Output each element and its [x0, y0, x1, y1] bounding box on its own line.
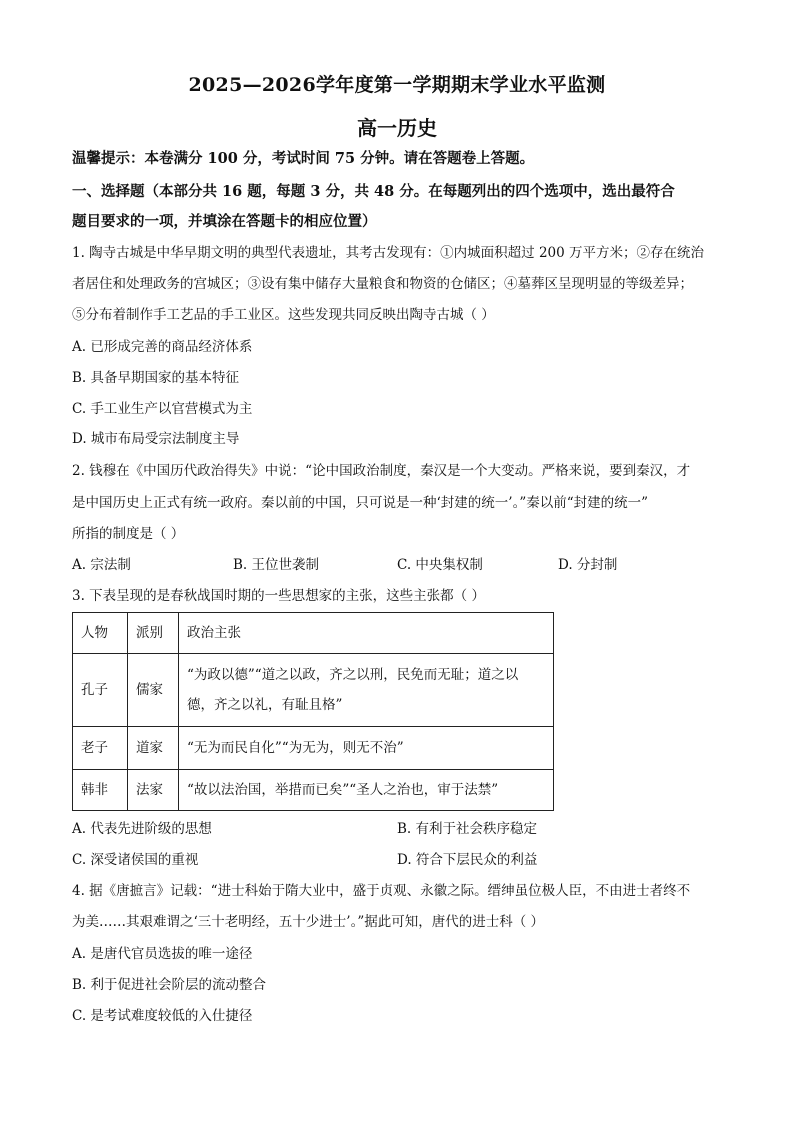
table-cell-school: 道家: [128, 727, 179, 770]
table-row: [73, 727, 554, 770]
claim-text-line: “为政以德”“道之以政，齐之以刑，民免而无耻；道之以: [187, 667, 519, 683]
q1-option-b[interactable]: B. 具备早期国家的基本特征: [72, 370, 240, 386]
q4-stem-line: 4. 据《唐摭言》记载：“进士科始于隋大业中，盛于贞观、永徽之际。缙绅虽位极人臣，不由进士者终不: [72, 883, 691, 899]
q1-stem-line: 1. 陶寺古城是中华早期文明的典型代表遗址，其考古发现有：①内城面积超过 200 万平方米；②存在统治: [72, 245, 705, 261]
q2-stem-line: 2. 钱穆在《中国历代政治得失》中说：“论中国政治制度，秦汉是一个大变动。严格来说，要到秦汉，才: [72, 463, 691, 479]
exam-subject: 高一历史: [357, 116, 437, 140]
table-header-cell: 人物: [73, 613, 128, 654]
q2-option-a[interactable]: A. 宗法制: [72, 557, 131, 573]
exam-notice: 温馨提示：本卷满分 100 分，考试时间 75 分钟。请在答题卷上答题。: [72, 150, 535, 167]
q4-option-c[interactable]: C. 是考试难度较低的入仕捷径: [72, 1008, 253, 1024]
table-row: [73, 770, 554, 811]
q1-stem-line: ⑤分布着制作手工艺品的手工业区。这些发现共同反映出陶寺古城（ ）: [72, 307, 495, 323]
thinkers-table: [72, 612, 554, 811]
q3-option-d[interactable]: D. 符合下层民众的利益: [397, 852, 538, 868]
table-cell-claim: [179, 654, 554, 727]
claim-text-line: 德，齐之以礼，有耻且格”: [187, 697, 343, 713]
q2-stem-line: 是中国历史上正式有统一政府。秦以前的中国，只可说是一种‘封建的统一’。”秦以前“封建的统一”: [72, 495, 649, 511]
q2-option-c[interactable]: C. 中央集权制: [397, 557, 483, 573]
table-header-row: [73, 613, 554, 654]
q3-option-a[interactable]: A. 代表先进阶级的思想: [72, 821, 212, 837]
q4-option-a[interactable]: A. 是唐代官员选拔的唯一途径: [72, 946, 253, 962]
q3-stem: 3. 下表呈现的是春秋战国时期的一些思想家的主张，这些主张都（ ）: [72, 588, 485, 604]
table-cell-school: 法家: [128, 770, 179, 811]
q1-option-a[interactable]: A. 已形成完善的商品经济体系: [72, 339, 253, 355]
q3-option-c[interactable]: C. 深受诸侯国的重视: [72, 852, 199, 868]
table-header-cell: 政治主张: [179, 613, 554, 654]
table-cell-person: 孔子: [73, 654, 128, 727]
q3-option-b[interactable]: B. 有利于社会秩序稳定: [397, 821, 538, 837]
q2-option-b[interactable]: B. 王位世袭制: [233, 557, 320, 573]
q1-option-c[interactable]: C. 手工业生产以官营模式为主: [72, 401, 253, 417]
q2-option-d[interactable]: D. 分封制: [558, 557, 618, 573]
table-row: [73, 654, 554, 727]
table-cell-person: 韩非: [73, 770, 128, 811]
q4-stem-line: 为美……其艰难谓之‘三十老明经，五十少进士’。”据此可知，唐代的进士科（ ）: [72, 914, 545, 930]
q4-option-b[interactable]: B. 利于促进社会阶层的流动整合: [72, 977, 267, 993]
section-heading-line-2: 题目要求的一项，并填涂在答题卡的相应位置）: [72, 213, 377, 230]
q1-option-d[interactable]: D. 城市布局受宗法制度主导: [72, 431, 240, 447]
section-heading-line-1: 一、选择题（本部分共 16 题，每题 3 分，共 48 分。在每题列出的四个选项中，选出最符合: [72, 183, 675, 200]
table-cell-person: 老子: [73, 727, 128, 770]
table-cell-school: 儒家: [128, 654, 179, 727]
table-cell-claim: “无为而民自化”“为无为，则无不治”: [179, 727, 554, 770]
table-cell-claim: “故以法治国，举措而已矣”“圣人之治也，审于法禁”: [179, 770, 554, 811]
q2-stem-line: 所指的制度是（ ）: [72, 526, 185, 542]
q1-stem-line: 者居住和处理政务的宫城区；③设有集中储存大量粮食和物资的仓储区；④墓葬区呈现明显的等级差异；: [72, 276, 693, 292]
table-header-cell: 派别: [128, 613, 179, 654]
exam-title: 2025—2026学年度第一学期期末学业水平监测: [188, 74, 606, 96]
